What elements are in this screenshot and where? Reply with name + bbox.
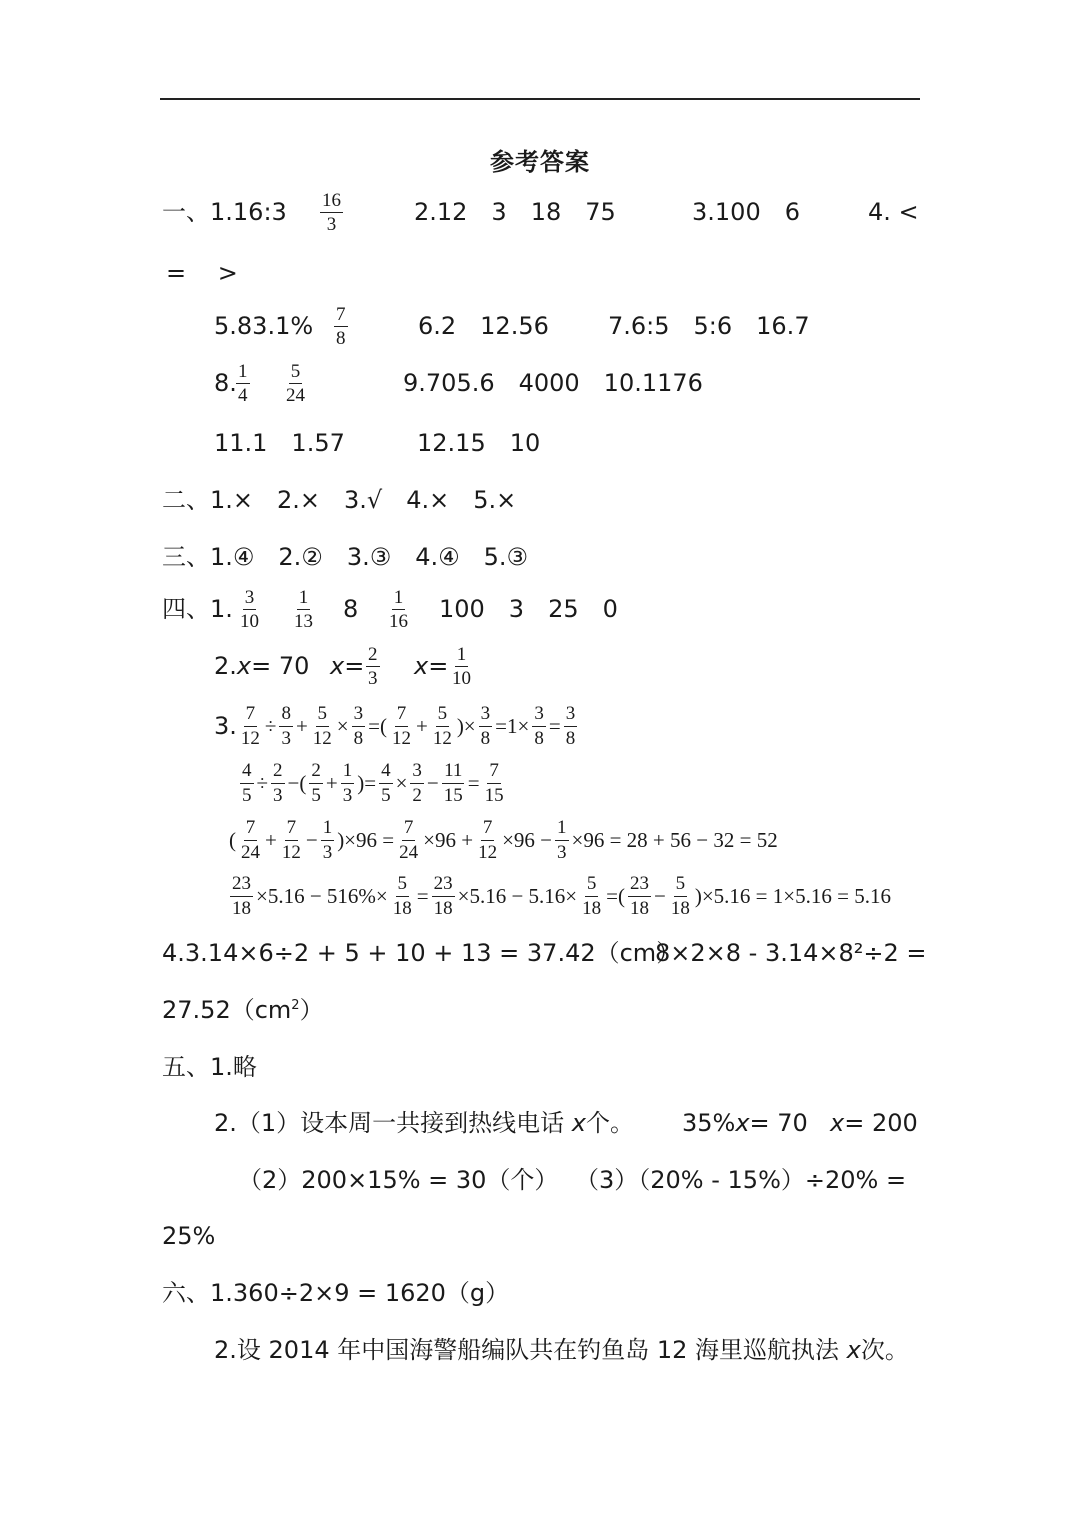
- answer-4-1-fraction-1: $\frac{3}{10}$: [240, 587, 259, 632]
- answer-5-2-part-3-result: 25%: [162, 1222, 216, 1250]
- answer-4-1-rest: 100 3 25 0: [439, 595, 618, 623]
- answer-4-2c: x=: [414, 652, 449, 680]
- answer-4-4-part-2: 8×2×8 - 3.14×8²÷2 =: [655, 939, 927, 967]
- answer-4-2b-fraction: $\frac{2}{3}$: [368, 644, 378, 689]
- answer-1-1: 1.16:3: [210, 198, 287, 226]
- section-3-label: 三、: [162, 543, 210, 571]
- answer-1-9-10: 9.705.6 4000 10.1176: [403, 369, 703, 397]
- answer-4-3-line-2: $\frac{4}{5}$ ÷ $\frac{2}{3}$ −( $\frac{2}{5}$ + $\frac{1}{3}$ )= $\frac{4}{5}$ × $\frac{3}{2}$ − $\frac{11}{15}$ = $\frac{7}{15}$: [242, 759, 504, 806]
- answer-1-6: 6.2 12.56: [418, 312, 549, 340]
- answer-1-3: 3.100 6: [692, 198, 800, 226]
- section-6-row-1: 六、1.360÷2×9 = 1620（g）: [162, 1279, 510, 1307]
- answer-1-5-fraction: $\frac{7}{8}$: [336, 304, 346, 349]
- answer-1-4b: = >: [166, 259, 238, 287]
- section-6-label: 六、: [162, 1279, 210, 1307]
- answer-1-2: 2.12 3 18 75: [414, 198, 616, 226]
- answer-1-7: 7.6:5 5:6 16.7: [608, 312, 810, 340]
- answer-4-2c-fraction: $\frac{1}{10}$: [452, 644, 471, 689]
- section-2-row: [162, 485, 516, 515]
- answer-5-2-part-3: （3）（20% - 15%）÷20% =: [575, 1166, 907, 1194]
- answer-5-2-equation-1: 35%x= 70: [682, 1109, 808, 1137]
- answer-4-3-line-4: $\frac{23}{18}$ ×5.16 − 516%× $\frac{5}{18}$ = $\frac{23}{18}$ ×5.16 − 5.16× $\frac{5}{18}$ =( $\frac{23}{18}$ − $\frac{5}{18}$ )×5.16 = 1×5.16 = 5.16: [232, 872, 891, 919]
- section-2-answers: 1.× 2.× 3.√ 4.× 5.×: [210, 486, 517, 514]
- answer-4-4-part-1: 4.3.14×6÷2 + 5 + 10 + 13 = 37.42（cm）: [162, 939, 681, 967]
- section-4-label: 四、: [162, 595, 210, 623]
- section-5-row-1: 五、1.略: [162, 1053, 257, 1081]
- answer-4-1-value: 8: [343, 595, 359, 623]
- header-rule: [160, 98, 920, 100]
- answer-1-8-fraction-2: $\frac{5}{24}$: [286, 361, 305, 406]
- answer-1-11: 11.1 1.57: [214, 429, 345, 457]
- section-5-label: 五、: [162, 1053, 210, 1081]
- answer-4-1-fraction-2: $\frac{1}{13}$: [294, 587, 313, 632]
- answer-1-4a: 4. <: [868, 198, 919, 226]
- answer-6-2: 2.设 2014 年中国海警船编队共在钓鱼岛 12 海里巡航执法 x次。: [214, 1336, 909, 1364]
- answer-5-2-equation-2: x= 200: [830, 1109, 918, 1137]
- section-3-row: [162, 542, 528, 572]
- answer-4-3-line-3: ( $\frac{7}{24}$ + $\frac{7}{12}$ − $\frac{1}{3}$ )×96 = $\frac{7}{24}$ ×96 + $\frac{7}{12}$ ×96 − $\frac{1}{3}$ ×96 = 28 + 56 − 32 = 52: [229, 816, 778, 863]
- section-2-label: 二、: [162, 486, 210, 514]
- answer-5-2-part-2: （2）200×15% = 30（个）: [238, 1166, 559, 1194]
- answer-5-2-part-1: 2.（1）设本周一共接到热线电话 x个。: [214, 1109, 634, 1137]
- section-1-row-1: [162, 197, 287, 227]
- answer-1-5: 5.83.1%: [214, 312, 314, 340]
- answer-4-4-result: $27.52(cm^2)$: [162, 996, 324, 1024]
- answer-4-2b: x=: [330, 652, 365, 680]
- answer-4-3-line-1: 3. $\frac{7}{12}$ ÷ $\frac{8}{3}$ + $\frac{5}{12}$ × $\frac{3}{8}$ =( $\frac{7}{12}$ + $\frac{5}{12}$ )× $\frac{3}{8}$ =1× $\frac{3}{8}$ = $\frac{3}{8}$: [214, 702, 576, 749]
- answer-1-8-prefix: 8.: [214, 369, 237, 397]
- answer-4-2a: 2.x= 70: [214, 652, 310, 680]
- page-title: 参考答案: [490, 148, 590, 176]
- answer-1-1-fraction: $\frac{16}{3}$: [322, 190, 341, 235]
- section-1-label: 一、: [162, 198, 210, 226]
- answer-1-12: 12.15 10: [417, 429, 541, 457]
- answer-4-1-fraction-3: $\frac{1}{16}$: [389, 587, 408, 632]
- section-4-row-1: 四、1.: [162, 595, 233, 623]
- answer-1-8-fraction-1: $\frac{1}{4}$: [238, 361, 248, 406]
- section-3-answers: 1.④ 2.② 3.③ 4.④ 5.③: [210, 543, 529, 571]
